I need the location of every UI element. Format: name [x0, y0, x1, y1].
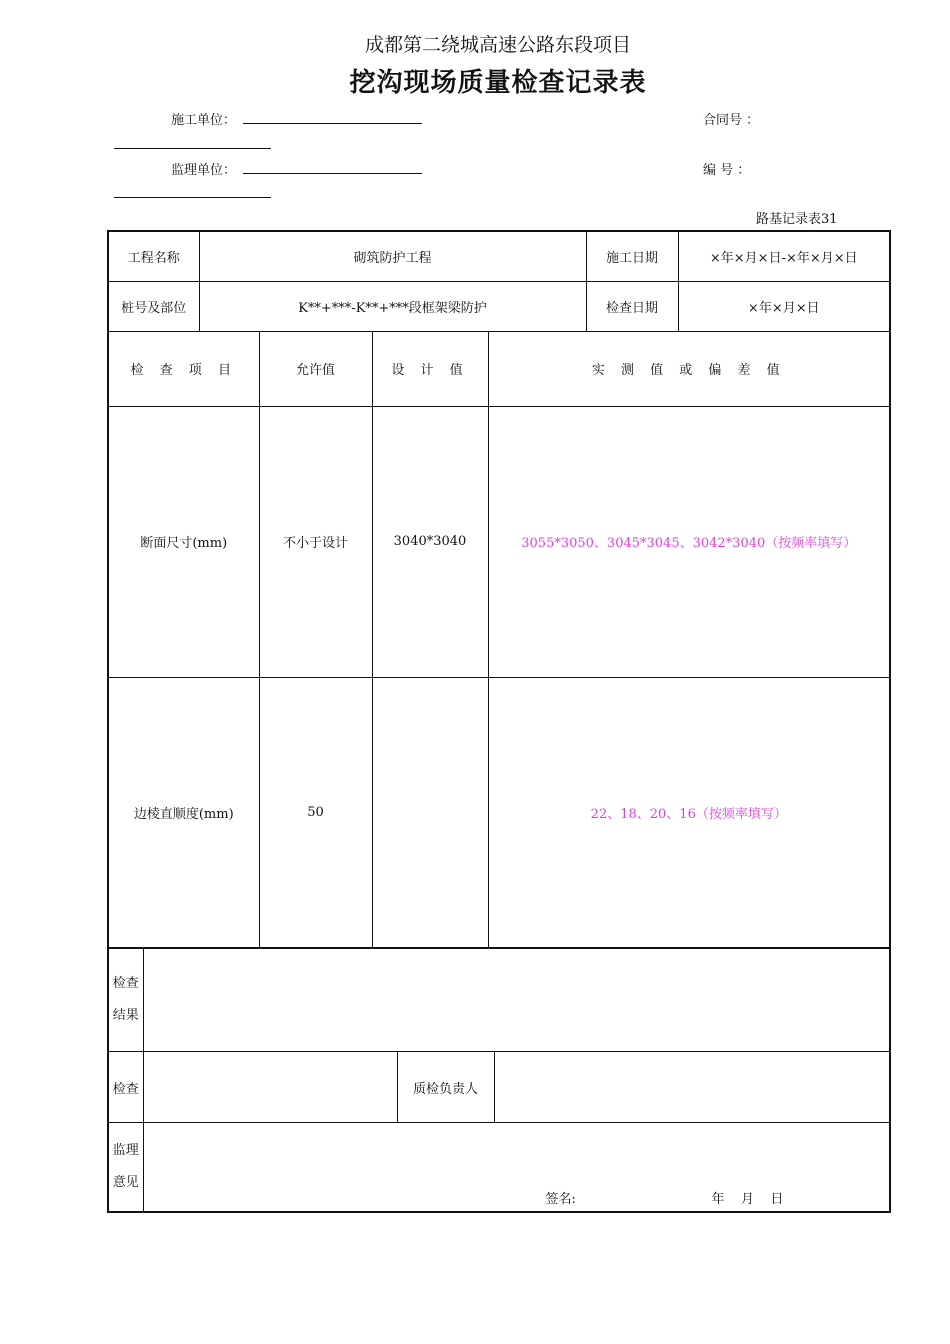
contract-no-line[interactable] — [114, 148, 271, 149]
construction-unit-line[interactable] — [243, 123, 422, 124]
serial-no-line[interactable] — [114, 197, 271, 198]
date-label: 年 月 日 — [711, 1191, 784, 1207]
row-allowed[interactable]: 不小于设计 — [259, 406, 372, 677]
row-measured[interactable]: 3055*3050、3045*3045、3042*3040（按频率填写） — [488, 406, 890, 677]
result-content[interactable] — [143, 948, 890, 1052]
opinion-label — [108, 1123, 143, 1212]
serial-no-label: 编 号 ： — [703, 163, 751, 178]
row-design[interactable] — [372, 677, 488, 948]
inspector-section — [107, 1051, 891, 1123]
result-label — [108, 948, 143, 1052]
construction-date-value[interactable]: ×年×月×日-×年×月×日 — [678, 231, 890, 281]
project-name: 成都第二绕城高速公路东段项目 — [364, 34, 631, 56]
table-row — [108, 677, 890, 948]
result-label-line-1: 检查 — [112, 975, 139, 991]
opinion-label-line-1: 监理 — [112, 1143, 139, 1158]
supervision-opinion-section — [107, 1122, 891, 1213]
supervision-unit-label: 监理单位： — [171, 163, 237, 178]
supervision-unit-line[interactable] — [243, 173, 422, 174]
column-header-allowed: 允许值 — [259, 331, 372, 406]
row-allowed[interactable]: 50 — [259, 677, 372, 948]
opinion-content[interactable] — [143, 1123, 890, 1212]
column-header-measured: 实 测 值 或 偏 差 值 — [488, 331, 890, 406]
form-number: 路基记录表31 — [756, 212, 838, 227]
construction-date-label: 施工日期 — [586, 231, 678, 281]
row-item: 边棱直顺度(mm) — [108, 677, 259, 948]
column-header-design: 设 计 值 — [372, 331, 488, 406]
inspection-date-label: 检查日期 — [586, 281, 678, 331]
row-measured[interactable]: 22、18、20、16（按频率填写） — [488, 677, 890, 948]
signature-label: 签名: — [545, 1191, 576, 1207]
project-name-label: 工程名称 — [108, 231, 199, 281]
inspector-label: 检查 — [108, 1052, 143, 1123]
table-row — [108, 406, 890, 677]
inspection-result-section — [107, 947, 891, 1052]
row-design[interactable]: 3040*3040 — [372, 406, 488, 677]
contract-no-label: 合同号 ： — [703, 113, 760, 128]
inspection-table — [107, 230, 891, 949]
inspection-date-value[interactable]: ×年×月×日 — [678, 281, 890, 331]
qc-signature[interactable] — [494, 1052, 890, 1123]
opinion-label-line-2: 意见 — [112, 1175, 139, 1190]
qc-label: 质检负责人 — [397, 1052, 494, 1123]
station-value[interactable]: K**+***-K**+***段框架梁防护 — [199, 281, 586, 331]
form-title: 挖沟现场质量检查记录表 — [349, 68, 647, 98]
result-label-line-2: 结果 — [112, 1007, 139, 1023]
inspector-signature[interactable] — [143, 1052, 397, 1123]
station-label: 桩号及部位 — [108, 281, 199, 331]
construction-unit-label: 施工单位： — [171, 113, 237, 128]
project-name-value[interactable]: 砌筑防护工程 — [199, 231, 586, 281]
row-item: 断面尺寸(mm) — [108, 406, 259, 677]
column-header-item: 检 查 项 目 — [108, 331, 259, 406]
